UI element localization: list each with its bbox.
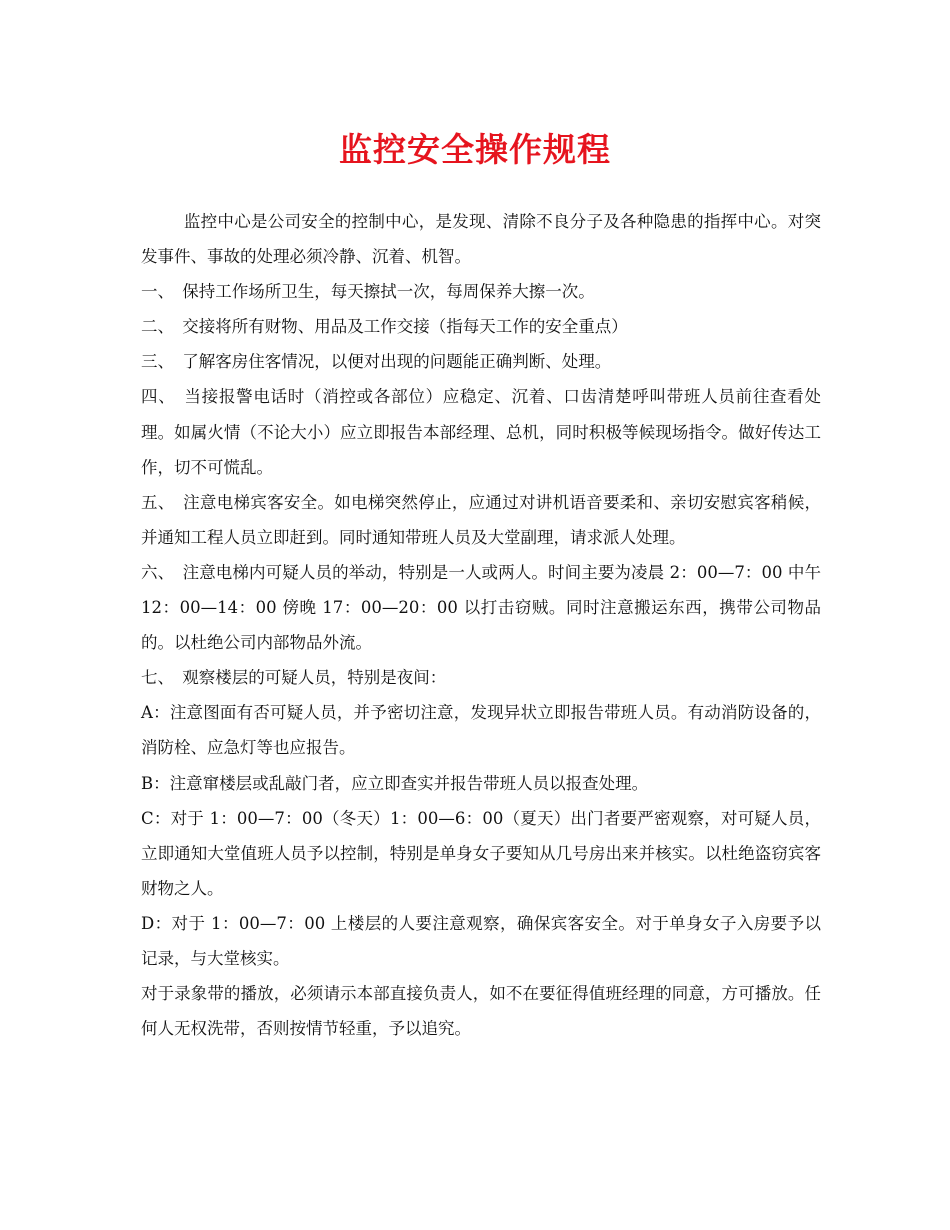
sub-item-d: D：对于 1：00—7：00 上楼层的人要注意观察，确保宾客安全。对于单身女子入房要予以记录，与大堂核实。: [141, 913, 821, 968]
sub-item-a: A：注意图面有否可疑人员，并予密切注意，发现异状立即报告带班人员。有动消防设备的，消防栓、应急灯等也应报告。: [141, 703, 821, 758]
sub-item-c: C：对于 1：00—7：00（冬天）1：00—6：00（夏天）出门者要严密观察，对可疑人员，立即通知大堂值班人员予以控制，特别是单身女子要知从几号房出来并核实。以杜绝盗窃宾客财物之人。: [141, 808, 821, 898]
rule-item-7: 七、 观察楼层的可疑人员，特别是夜间：: [141, 668, 447, 688]
document-body: [141, 204, 821, 1046]
rule-item-6: 六、 注意电梯内可疑人员的举动，特别是一人或两人。时间主要为凌晨 2：00—7：00 中午 12：00—14：00 傍晚 17：00—20：00 以打击窃贼。同时注意搬运东西，携带公司物品的。以杜绝公司内部物品外流。: [141, 562, 821, 653]
document-title: 监控安全操作规程: [339, 130, 611, 169]
rule-item-3: 三、 了解客房住客情况，以便对出现的问题能正确判断、处理。: [141, 352, 612, 372]
intro-paragraph: 监控中心是公司安全的控制中心，是发现、清除不良分子及各种隐患的指挥中心。对突发事件、事故的处理必须冷静、沉着、机智。: [141, 212, 821, 267]
rule-item-1: 一、 保持工作场所卫生，每天擦拭一次，每周保养大擦一次。: [141, 282, 595, 302]
rule-item-5: 五、 注意电梯宾客安全。如电梯突然停止，应通过对讲机语音要柔和、亲切安慰宾客稍候，并通知工程人员立即赶到。同时通知带班人员及大堂副理，请求派人处理。: [141, 492, 821, 547]
closing-paragraph: 对于录象带的播放，必须请示本部直接负责人，如不在要征得值班经理的同意，方可播放。任何人无权洗带，否则按情节轻重，予以追究。: [141, 984, 821, 1039]
sub-item-b: B：注意窜楼层或乱敲门者，应立即查实并报告带班人员以报查处理。: [141, 773, 649, 793]
rule-item-4: 四、 当接报警电话时（消控或各部位）应稳定、沉着、口齿清楚呼叫带班人员前往查看处理。如属火情（不论大小）应立即报告本部经理、总机，同时积极等候现场指令。做好传达工作，切不可慌乱。: [141, 387, 821, 477]
rule-item-2: 二、 交接将所有财物、用品及工作交接（指每天工作的安全重点）: [141, 317, 628, 337]
